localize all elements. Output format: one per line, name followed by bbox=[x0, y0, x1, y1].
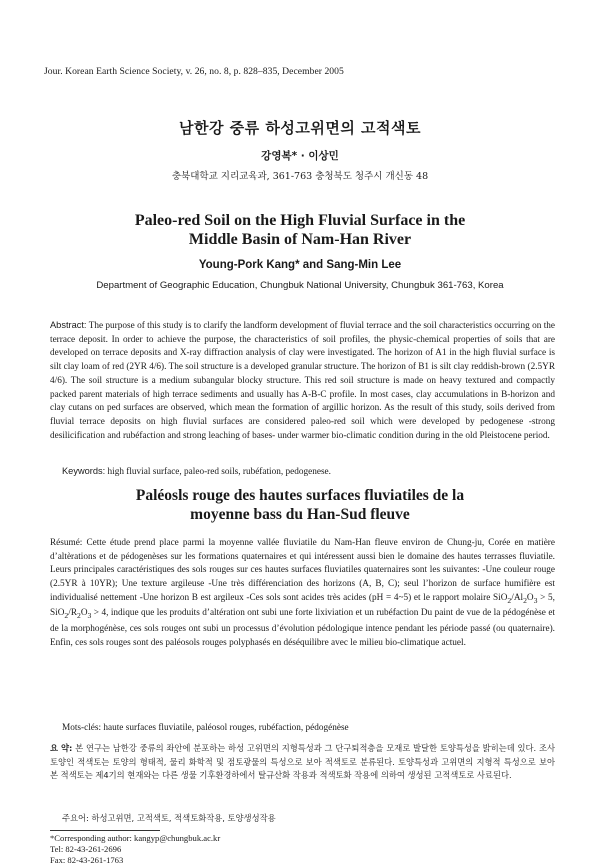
resume-text-1: Cette étude prend place parmi la moyenne vallée fluviatile du Nam-Han fleuve environ de Chung-ju, Corée en matière d’altèrations et de pédogenèses sur les formations quaternaires et qui intéressent aussi bien le domaine des hautes terrasses fluviatile. Leurs principales caractéristiques des sols rouges sur ces hautes surfaces fluviatiles quaternaires sont les suivantes: -Une couleur rouge (2.5YR à 10YR); Une texture argileuse -Une très différenciation des horizons (A, B, C); seul l’horizon de surface humifière est individualisé nettement -Une horizon B est argileux -Ces sols sont acides très acides (pH = 4~5) et le rapport molaire SiO bbox=[50, 538, 555, 603]
korean-authors: 강영복* · 이상민 bbox=[261, 150, 339, 162]
ratio1-sub-a: 2 bbox=[507, 595, 512, 605]
english-title bbox=[0, 211, 600, 249]
korean-title: 남한강 중류 하성고위면의 고적색토 bbox=[178, 119, 422, 137]
korean-abstract-paragraph bbox=[50, 742, 555, 783]
ratio2-o: O bbox=[80, 608, 88, 619]
keywords-label: Keywords: bbox=[62, 466, 106, 476]
korean-affiliation: 충북대학교 지리교육과, 361-763 충청북도 청주시 개신동 48 bbox=[171, 171, 429, 182]
english-title-line1: Paleo-red Soil on the High Fluvial Surface in the bbox=[134, 212, 466, 229]
ratio1-o: O bbox=[526, 592, 534, 603]
abstract-label: Abstract: bbox=[50, 320, 87, 330]
resume-text-3: > 4, indique que les produits d’altération ont subi une forte lixiviation et un rubéfaction Du paint de vue de la pédogénèse et de la morphogénèse, ces sols rouges ont subi un processus d’évolution pédologique intence pendant les période passé (ou quaternaire). Enfin, ces sols rouges sont des paléosols rouges polyphasés en déséquilibre avec le milieu bio-climatique actuel. bbox=[50, 608, 555, 648]
korean-abstract-label: 요 약: bbox=[50, 743, 73, 753]
korean-keywords-text: 하성고위면, 고적색토, 적색토화작용, 토양생성작용 bbox=[88, 813, 276, 823]
footnote-fax: Fax: 82-43-261-1763 bbox=[50, 855, 124, 865]
ratio2-mid: /R bbox=[68, 608, 77, 619]
french-title-line1: Paléosls rouge des hautes surfaces fluviatiles de la bbox=[135, 487, 465, 504]
korean-keywords-line bbox=[62, 812, 552, 824]
abstract-paragraph bbox=[50, 319, 555, 443]
ratio1-sub-b: 2 bbox=[523, 595, 527, 605]
ratio2-sub-b: 2 bbox=[77, 611, 81, 621]
keywords-text: high fluvial surface, paleo-red soils, rubéfation, pedogenese. bbox=[105, 467, 331, 477]
mots-cles-text: haute surfaces fluviatile, paléosol rouges, rubéfaction, pédogénèse bbox=[101, 723, 349, 733]
korean-keywords-label: 주요어: bbox=[62, 813, 89, 823]
resume-text-2: > 5, SiO bbox=[50, 592, 555, 619]
journal-citation: Jour. Korean Earth Science Society, v. 26, no. 8, p. 828–835, December 2005 bbox=[44, 66, 344, 77]
footnote-block bbox=[50, 833, 350, 866]
footnote-divider bbox=[50, 830, 160, 831]
english-authors: Young-Pork Kang* and Sang-Min Lee bbox=[198, 259, 402, 271]
abstract-text: The purpose of this study is to clarify the landform development of fluvial terrace and the soil characteristics occurring on the terrace deposit. In order to achieve the purpose, the characteristics of soil profiles, the physic-chemical properties of soils that are developed on terrace deposits and X-ray diffraction analysis of clay were investigated. The horizon of A1 in the high fluvial surface is silt clay loam of red (2YR 4/6). The soil structure is a developed granular structure. The horizon of B1 is silt clay reddish-brown (2.5YR 4/6). The soil structure is a medium subangular blocky structure. This red soil structure is made on heavy textured and compactly packed parent materials of high terrace sediments and usually has A-B-C profile. In most cases, clay accumulations in B-horizon and clay cutans on ped surfaces are observed, which mean the formation of argillic horizon. As the result of this study, soils derived from fluvial terrace deposits on high fluvial surfaces are considered paleo-red soil which were developed by pedogenese -strong desilicification and rubéfaction and strong leaching of bases- under warmer bio-climatic condition during in the old Pleistocene period. bbox=[50, 321, 555, 441]
resume-paragraph bbox=[50, 537, 555, 650]
ratio1-mid: /Al bbox=[511, 592, 524, 603]
mots-cles-line bbox=[62, 723, 552, 733]
ratio2-sub-a: 2 bbox=[64, 611, 69, 621]
keywords-line bbox=[62, 466, 552, 477]
footnote-corresponding: *Corresponding author: kangyp@chungbuk.ac.kr bbox=[50, 833, 221, 843]
footnote-tel: Tel: 82-43-261-2696 bbox=[50, 844, 122, 854]
korean-abstract-text: 본 연구는 남한강 중류의 좌안에 분포하는 하성 고위면의 지형특성과 그 단구퇴적층을 모재로 발달한 토양특성을 밝히는데 있다. 조사토양인 적색토는 토양의 형태적, 물리 화학적 및 점토광물의 특성으로 보아 적색토로 분류된다. 토양특성과 고위면의 지형적 특성으로 보아 본 적색토는 제4기의 현재와는 다른 생물 기후환경하에서 탈규산화 작용과 적색토화 작용에 의하여 생성된 고적색토로 사료된다. bbox=[50, 743, 555, 781]
french-title-line2: moyenne bass du Han-Sud fleuve bbox=[190, 506, 410, 523]
resume-label: Résumé: bbox=[50, 538, 83, 548]
english-title-line2: Middle Basin of Nam-Han River bbox=[188, 231, 412, 248]
ratio1-sub-c: 3 bbox=[533, 595, 538, 605]
ratio2-sub-c: 3 bbox=[87, 611, 92, 621]
english-affiliation: Department of Geographic Education, Chungbuk National University, Chungbuk 361-763, Korea bbox=[96, 280, 504, 291]
french-title bbox=[0, 486, 600, 524]
mots-cles-label: Mots-clés: bbox=[62, 723, 102, 733]
